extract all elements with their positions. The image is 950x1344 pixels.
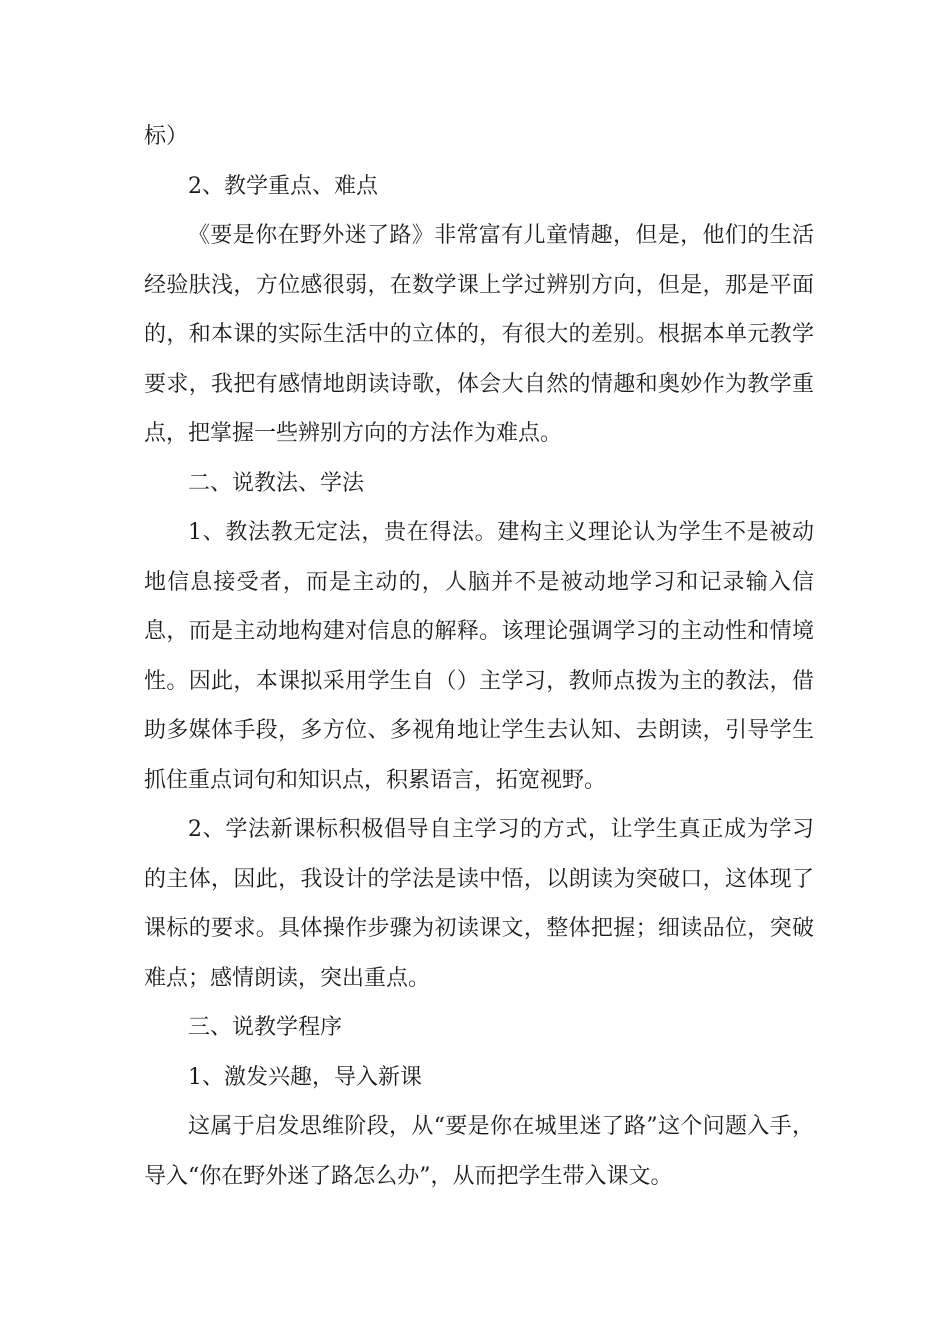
heading-teaching-procedure: 三、说教学程序 (188, 1015, 343, 1040)
heading-teaching-methods: 二、说教法、学法 (188, 470, 365, 496)
paragraph-teaching-method: 1、教法教无定法，贵在得法。建构主义理论认为学生不是被动地信息接受者，而是主动的，人脑并不是被动地学习和记录输入信息，而是主动地构建对信息的解释。该理论强调学习的主动性和情境性。因此，本课拟采用学生自（）主学习，教师点拨为主的教法，借助多媒体手段，多方位、多视角地让学生去认知、去朗读，引导学生抓住重点词句和知识点，积累语言，拓宽视野。 (144, 520, 814, 793)
heading-key-difficult-points: 2、教学重点、难点 (188, 173, 378, 199)
paragraph-learning-method: 2、学法新课标积极倡导自主学习的方式，让学生真正成为学习的主体，因此，我设计的学法是读中悟，以朗读为突破口，这体现了课标的要求。具体操作步骤为初读课文，整体把握；细读品位，突破难点；感情朗读，突出重点。 (144, 817, 814, 991)
heading-stimulate-interest: 1、激发兴趣，导入新课 (188, 1064, 422, 1090)
paragraph-key-points: 《要是你在野外迷了路》非常富有儿童情趣，但是，他们的生活经验肤浅，方位感很弱，在数学课上学过辨别方向，但是，那是平面的，和本课的实际生活中的立体的，有很大的差别。根据本单元教学要求，我把有感情地朗读诗歌，体会大自然的情趣和奥妙作为教学重点，把掌握一些辨别方向的方法作为难点。 (144, 223, 814, 446)
paragraph-continuation: 标） (144, 124, 189, 149)
paragraph-introduction: 这属于启发思维阶段，从“要是你在城里迷了路”这个问题入手，导入“你在野外迷了路怎么办”，从而把学生带入课文。 (144, 1114, 814, 1189)
document-body (144, 112, 814, 1201)
